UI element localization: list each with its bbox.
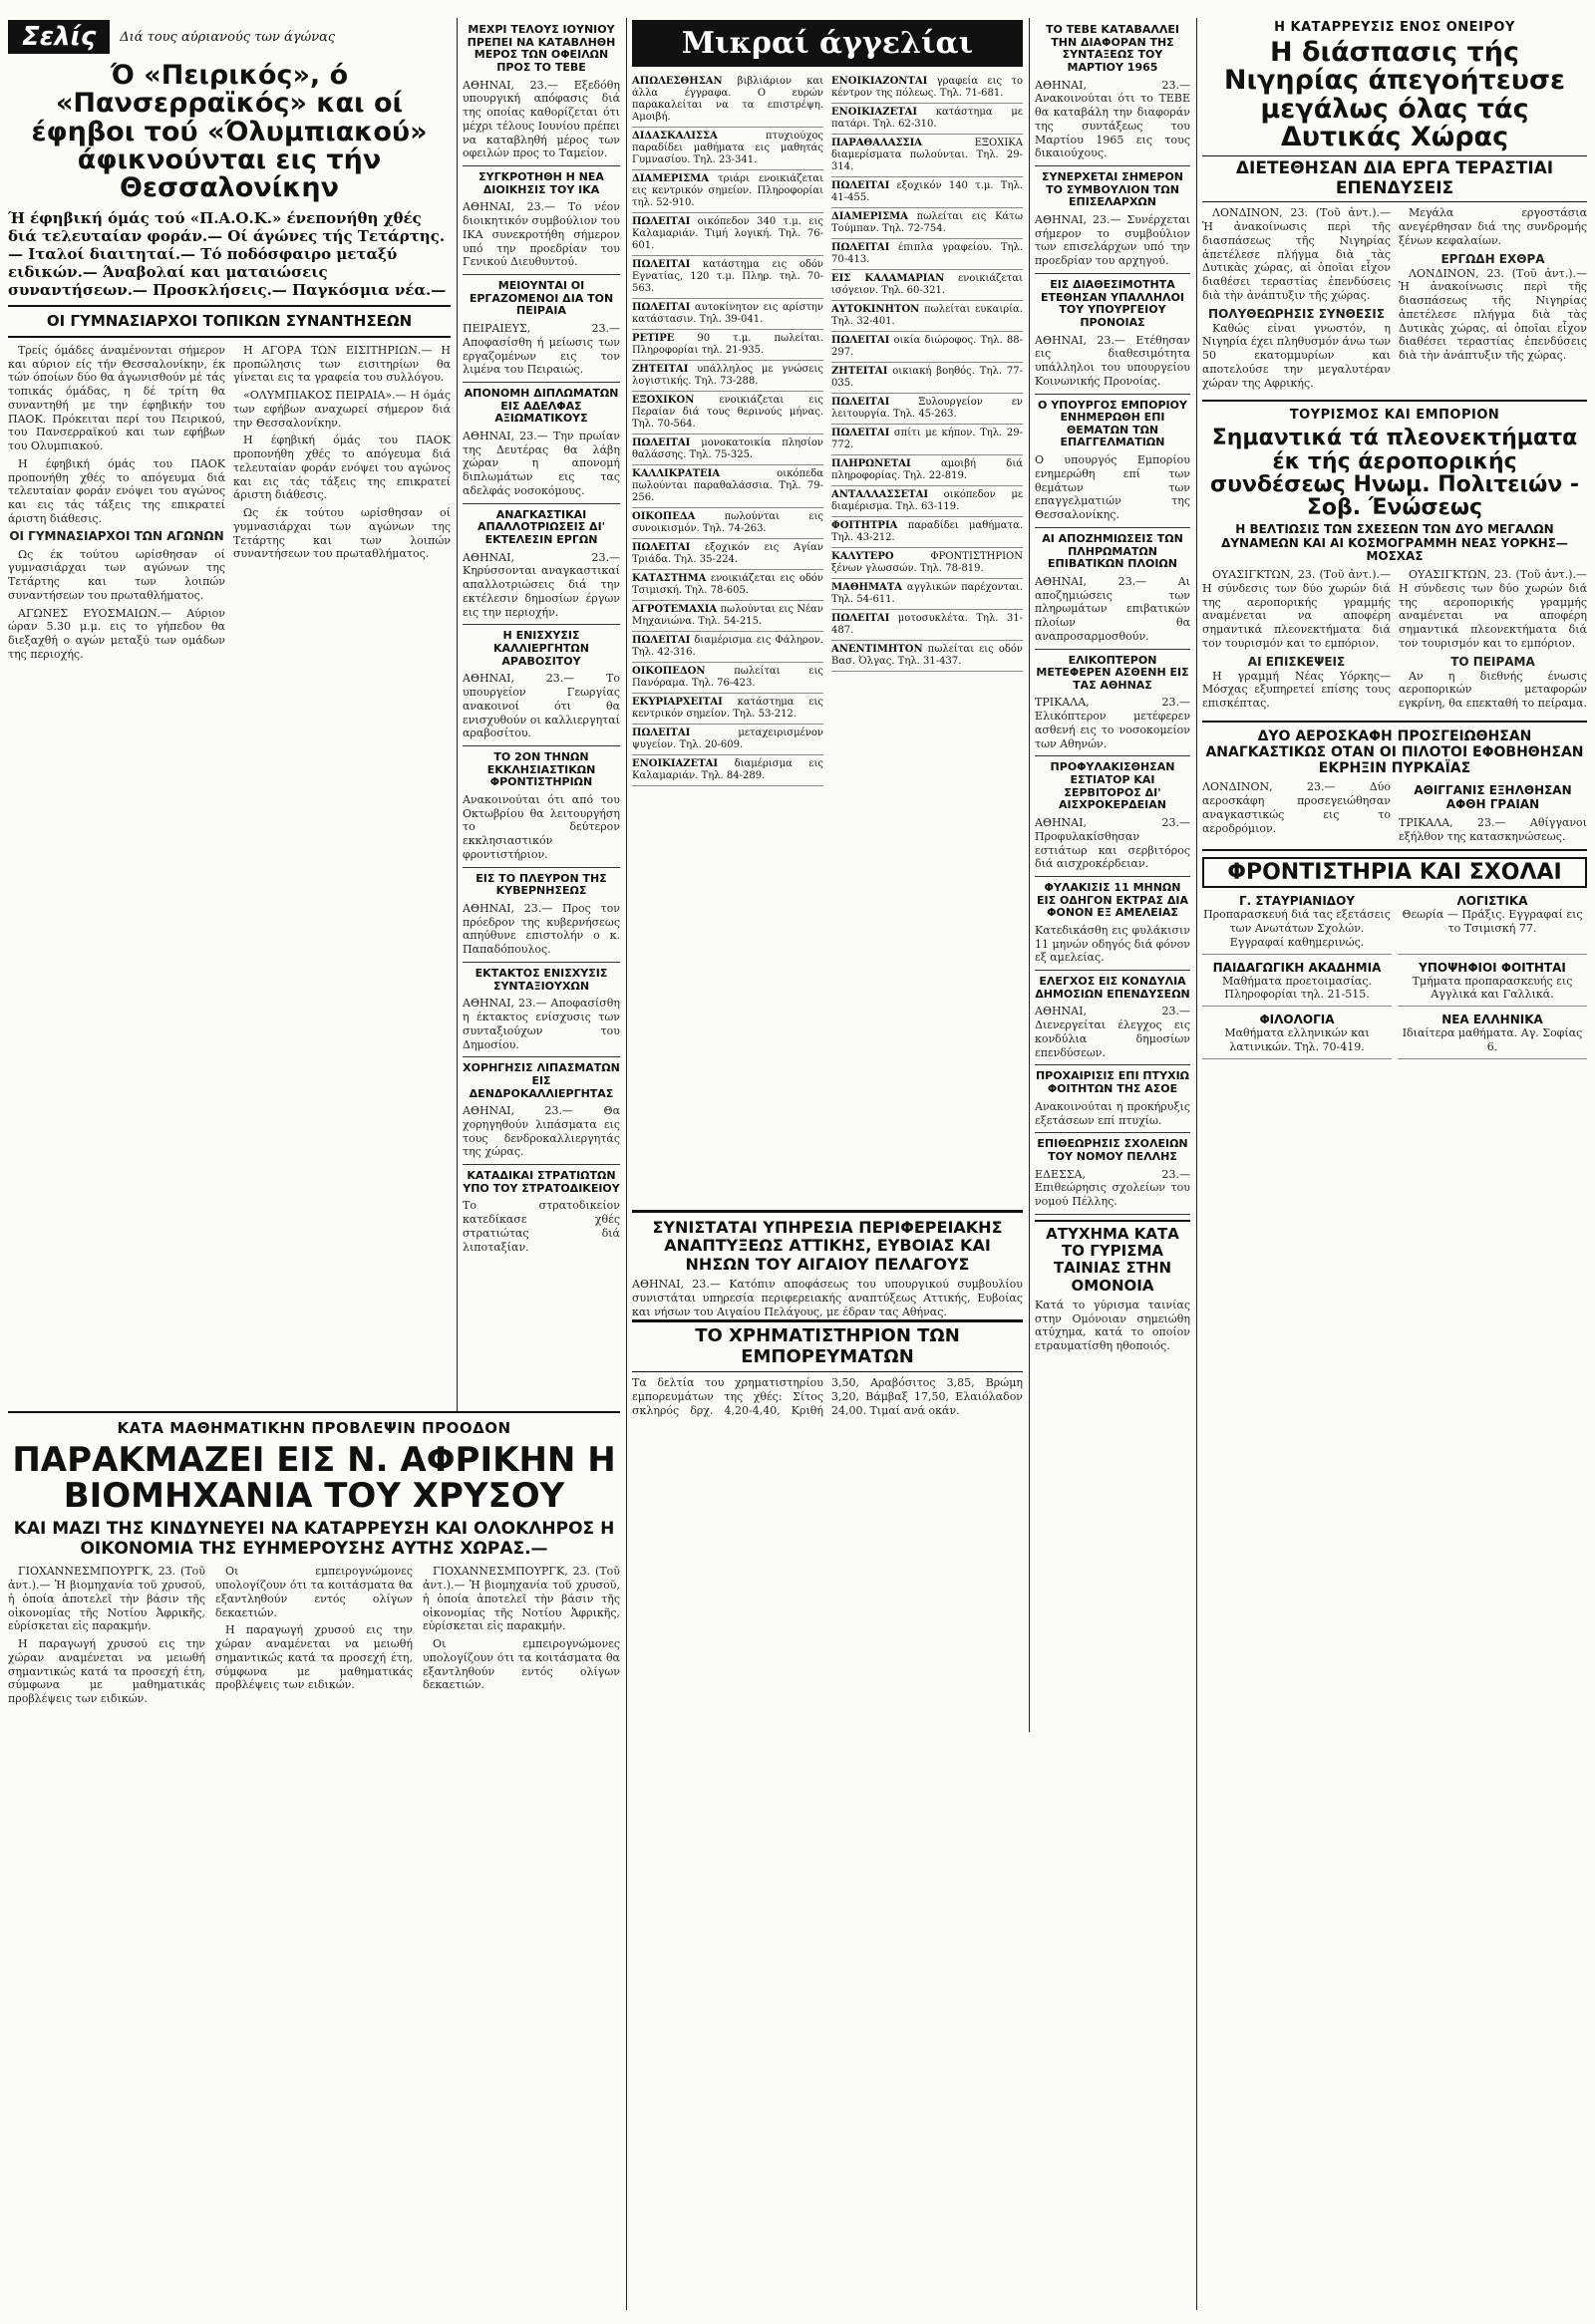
classified-ad-text: κατάστημα εις οδόν Εγνατίας, 120 τ.μ. Πληρ. τηλ. 70-563. [632,259,823,294]
sports-logo-subtitle: Διά τους αύριανούς των άγώνας [120,29,336,45]
classified-ad [831,332,1023,363]
paragraph: ΟΥΑΣΙΓΚΤΩΝ, 23. (Τοῦ ἀντ.).— Η σύνδεσις των δύο χωρών διά της αεροπορικής γραμμής αναμένεται να αποφέρη σημαντικά πλεονεκτήματα διά τον τουρισμόν και το εμπόριον. [1399,568,1587,650]
classifieds-title: Μικραί άγγελίαι [632,20,1023,67]
brief-headline: ΑΙ ΑΠΟΖΗΜΙΩΣΕΙΣ ΤΩΝ ΠΛΗΡΩΜΑΤΩΝ ΕΠΙΒΑΤΙΚΩΝ ΠΛΟΙΩΝ [1042,531,1183,571]
classified-ad-text: αγγλικών παρέχονται. Τηλ. 54-611. [831,582,1023,605]
classified-ad-text: πωλείται εις οδόν Βασ. Όλγας. Τηλ. 31-437. [831,644,1023,667]
classified-ad [831,579,1023,610]
classified-ad-lead: ΦΟΙΤΗΤΡΙΑ [831,520,898,531]
brief-headline: ΜΕΧΡΙ ΤΕΛΟΥΣ ΙΟΥΝΙΟΥ ΠΡΕΠΕΙ ΝΑ ΚΑΤΑΒΛΗΘΗ ΜΕΡΟΣ ΤΩΝ ΟΦΕΙΛΩΝ ΠΡΟΣ ΤΟ ΤΕΒΕ [467,23,616,74]
sports-column [8,20,451,1415]
sports-subhead: ΟΙ ΓΥΜΝΑΣΙΑΡΧΟΙ ΤΟΠΙΚΩΝ ΣΥΝΑΝΤΗΣΕΩΝ [46,311,413,330]
classified-ad-text: Ξυλουργείον εν λειτουργία. Τηλ. 45-263. [831,397,1023,420]
classified-ad-lead: ΠΛΗΡΩΝΕΤΑΙ [831,458,911,469]
classified-ad [632,213,823,256]
paragraph: Αν η διεθνής ένωσις αεροπορικών μεταφορών εγκρίνη, θα επεκταθή το πείραμα. [1399,669,1587,711]
classified-ad-text: ενοικιάζεται εις οδόν Τσιμισκή. Τηλ. 78-605. [632,573,823,596]
regional-development-headline: ΣΥΝΙΣΤΑΤΑΙ ΥΠΗΡΕΣΙΑ ΠΕΡΙΦΕΡΕΙΑΚΗΣ ΑΝΑΠΤΥΞΕΩΣ ΑΤΤΙΚΗΣ, ΕΥΒΟΙΑΣ ΚΑΙ ΝΗΣΩΝ ΤΟΥ ΑΙΓΑΙΟΥ ΠΕΛΑΓΟΥΣ [632,1210,1023,1274]
sports-lead: Ή έφηβική όμάς τού «Π.Α.Ο.Κ.» ένεπονήθη χθές διά τελευταίαν φοράν.— Οί άγώνες τής Τετάρτης.— Ιταλοί διαιτηταί.— Τό ποδόσφαιρο μεταξύ ειδικών.— Άναβολαί και ματαιώσεις συναντήσεων.— Προσκλήσεις.— Παγκόσμια νέα.— [8,208,447,299]
classified-ad-text: γραφεία εις το κέντρον της πόλεως. Τηλ. 71-681. [831,76,1023,99]
brief-text: ΑΘΗΝΑΙ, 23.— Προς τον πρόεδρον της κυβερνήσεως απηύθυνε επιστολήν ο κ. Παπαδόπουλος. [463,901,620,957]
classified-ad-lead: ΑΝΕΝΤΙΜΗΤΟΝ [831,644,923,655]
classified-ad-text: 90 τ.μ. πωλείται. Πληροφορίαι τηλ. 21-935. [632,333,823,356]
gold-headline: ΠΑΡΑΚΜΑΖΕΙ ΕΙΣ Ν. ΑΦΡΙΚΗΝ Η ΒΙΟΜΗΧΑΝΙΑ ΤΟΥ ΧΡΥΣΟΥ [12,1440,616,1516]
sports-headline: Ό «Πειρικός», ό «Πανσερραϊκός» και οί έφηβοι τού «Όλυμπιακού» άφικνούνται εις τήν Θεσσαλονίκην [31,60,428,204]
education-ad-name: ΛΟΓΙΣΤΙΚΑ [1456,894,1528,909]
aircraft-headline: ΔΥΟ ΑΕΡΟΣΚΑΦΗ ΠΡΟΣΓΕΙΩΘΗΣΑΝ ΑΝΑΓΚΑΣΤΙΚΩΣ ΟΤΑΝ ΟΙ ΠΙΛΟΤΟΙ ΕΦΟΒΗΘΗΣΑΝ ΕΚΡΗΞΙΝ ΠΥΡΚΑΪΑΣ [1205,727,1584,777]
sports-text-right [233,344,451,666]
nigeria-deck: ΔΙΕΤΕΘΗΣΑΝ ΔΙΑ ΕΡΓΑ ΤΕΡΑΣΤΙΑΙ ΕΠΕΝΔΥΣΕΙΣ [1202,155,1587,202]
brief-text: Κατεδικάσθη εις φυλάκισιν 11 μηνών οδηγός διά φόνον εξ αμελείας. [1035,923,1190,965]
classified-ad [831,486,1023,517]
education-ad-name: ΦΙΛΟΛΟΓΙΑ [1259,1013,1335,1027]
classified-ad-lead: ΕΞΟΧΙΚΟΝ [632,395,695,406]
column-rule [457,18,458,1413]
education-ad [1398,894,1587,954]
brief-text: Κατά το γύρισμα ταινίας στην Ομόνοιαν σημειώθη ατύχημα, κατά το οποίον ετραυματίσθη ηθοποιός. [1035,1298,1190,1353]
education-ad [1202,894,1392,954]
brief-text: ΠΕΙΡΑΙΕΥΣ, 23.— Αποφασίσθη ή μείωσις των εργαζομένων εις τον λιμένα του Πειραιώς. [463,322,620,377]
classified-ad-text: έπιπλα γραφείου. Τηλ. 70-413. [831,242,1023,265]
classified-ad-lead: ΚΑΛΛΙΚΡΑΤΕΙΑ [632,468,721,479]
paragraph: Ως έκ τούτου ωρίσθησαν οί γυμνασιάρχαι των αγώνων της Τετάρτης και των λοιπών συναντήσεων του πρωταθλήματος. [8,547,225,602]
brief-headline: Η ΕΝΙΣΧΥΣΙΣ ΚΑΛΛΙΕΡΓΗΤΩΝ ΑΡΑΒΟΣΙΤΟΥ [492,629,589,668]
tourism-kicker: ΤΟΥΡΙΣΜΟΣ ΚΑΙ ΕΜΠΟΡΙΟΝ [1289,408,1500,424]
exchange-headline: ΤΟ ΧΡΗΜΑΤΙΣΤΗΡΙΟΝ ΤΩΝ ΕΜΠΟΡΕΥΜΑΤΩΝ [632,1319,1023,1372]
gypsies-headline: ΑΘΙΓΓΑΝΙΣ ΕΞΗΛΘΗΣΑΝ ΑΦΘΗ ΓΡΑΙΑΝ [1414,783,1572,812]
brief-text: ΑΘΗΝΑΙ, 23.— Ετέθησαν εις διαθεσιμότητα υπάλληλοι του υπουργείου Κοινωνικής Προνοίας. [1035,333,1190,388]
classified-ad-text: κατάστημα εις κεντρικόν σημείον. Τηλ. 53-212. [632,697,823,720]
gold-kicker: ΚΑΤΑ ΜΑΘΗΜΑΤΙΚΗΝ ΠΡΟΒΛΕΨΙΝ ΠΡΟΟΔΟΝ [117,1419,511,1437]
classified-ad-text: υπάλληλος με γνώσεις λογιστικής. Τηλ. 73-288. [632,364,823,387]
brief-headline: ΑΝΑΓΚΑΣΤΙΚΑΙ ΑΠΑΛΛΟΤΡΙΩΣΕΙΣ ΔΙ' ΕΚΤΕΛΕΣΙΝ ΕΡΓΩΝ [477,507,606,546]
classified-ad-text: οικόπεδον 340 τ.μ. εις Καλαμαριάν. Τιμή λογική. Τηλ. 76-601. [632,216,823,251]
classified-ad-text: ΦΡΟΝΤΙΣΤΗΡΙΟΝ ξένων γλωσσών. Τηλ. 78-819. [831,551,1023,574]
classified-ad-text: σπίτι με κήπον. Τηλ. 29-772. [831,428,1023,450]
education-ad-text: Τμήματα προπαρασκευής εις Αγγλικά και Γαλλικά. [1412,974,1573,1002]
brief-text: ΑΘΗΝΑΙ, 23.— Το υπουργείον Γεωργίας ανακοινοί ότι θα ενισχυθούν οι καλλιεργηταί αραβοσίτου. [463,672,620,740]
education-ad-name: ΠΑΙΔΑΓΩΓΙΚΗ ΑΚΑΔΗΜΙΑ [1212,960,1382,975]
paragraph: Η παραγωγή χρυσού εις την χώραν αναμένεται να μειωθή σημαντικώς κατά τα προσεχή έτη, σύμφωνα με μαθηματικάς προβλέψεις των ειδικών. [215,1623,413,1692]
classified-ad [632,330,823,361]
classified-ad-lead: ΑΠΩΛΕΣΘΗΣΑΝ [632,76,723,87]
classified-ad [831,73,1023,104]
education-headline: ΦΡΟΝΤΙΣΤΗΡΙΑ ΚΑΙ ΣΧΟΛΑΙ [1202,857,1587,888]
classified-ad-lead: ΡΕΤΙΡΕ [632,333,675,344]
classified-ad-text: οικία διώροφος. Τηλ. 88-297. [831,335,1023,358]
paragraph: Η γραμμή Νέας Υόρκης—Μόσχας εξυπηρετεί επίσης τους επισκέπτας. [1202,669,1391,711]
classified-ad [632,361,823,392]
classified-ad-lead: ΚΑΛΥΤΕΡΟ [831,551,894,562]
exchange-text: Τα δελτία του χρηματιστηρίου εμπορευμάτων της χθές: Σίτος σκληρός δρχ. 4,20-4,40, Κριθή 3,50, Αραβόσιτος 3,85, Βρώμη 3,20, Βάμβαξ 17,50, Ελαιόλαδον 24,00. Τιμαί ανά οκάν. [632,1376,1023,1417]
brief-headline: ΤΟ 2ΟΝ ΤΗΝΩΝ ΕΚΚΛΗΣΙΑΣΤΙΚΩΝ ΦΡΟΝΤΙΣΤΗΡΙΩΝ [486,750,596,789]
education-ad [1398,1013,1587,1059]
classified-ad [831,610,1023,641]
classified-ad [632,755,823,786]
classified-ad-lead: ΠΩΛΕΙΤΑΙ [632,727,691,738]
brief-text: Ανακοινούται η προκήρυξις εξετάσεων επί πτυχίω. [1035,1099,1190,1127]
education-ad-text: Προπαρασκευή διά τας εξετάσεις των Ανωτάτων Σχολών. Εγγραφαί καθημερινώς. [1203,908,1391,949]
classified-ad [831,208,1023,239]
gold-text-third [423,1565,620,1710]
classified-ad-lead: ΑΥΤΟΚΙΝΗΤΟΝ [831,304,920,315]
brief-text: ΑΘΗΝΑΙ, 23.— Θα χορηγηθούν λιπάσματα εις τους δενδροκαλλιεργητάς της χώρας. [463,1104,620,1159]
brief-headline: ΕΛΙΚΟΠΤΕΡΟΝ ΜΕΤΕΦΕΡΕΝ ΑΣΘΕΝΗ ΕΙΣ ΤΑΣ ΑΘΗΝΑΣ [1036,653,1189,692]
brief-headline: ΠΡΟΧΑΙΡΙΣΙΣ ΕΠΙ ΠΤΥΧΙΩ ΦΟΙΤΗΤΩΝ ΤΗΣ ΑΣΟΕ [1035,1069,1190,1096]
tourism-subhead: ΑΙ ΕΠΙΣΚΕΨΕΙΣ [1247,654,1346,669]
gold-story [8,1405,620,2302]
regional-development-box [632,1206,1023,1318]
classified-ad-text: πωλούνται εις Νέαν Μηχανιώνα. Τηλ. 54-215. [632,604,823,627]
classified-ad-text: οικόπεδα πωλούνται παραθαλάσσια. Τηλ. 79-256. [632,468,823,503]
classified-ad-text: οικόπεδον με διαμέρισμα. Τηλ. 63-119. [831,489,1023,512]
classified-ad-lead: ΠΩΛΕΙΤΑΙ [632,437,691,448]
brief-text: ΑΘΗΝΑΙ, 23.— Προφυλακίσθησαν εστιάτωρ και σερβιτόρος διά αισχροκέρδειαν. [1035,816,1190,871]
classified-ad-lead: ΕΝΟΙΚΙΑΖΕΤΑΙ [831,107,918,118]
classified-ad-text: πωλείται ευκαιρία. Τηλ. 32-401. [831,304,1023,327]
classified-ad [831,517,1023,548]
column-rule [626,18,627,2310]
classified-ad-lead: ΠΩΛΕΙΤΑΙ [831,335,890,346]
brief-headline: ΕΙΣ ΤΟ ΠΛΕΥΡΟΝ ΤΗΣ ΚΥΒΕΡΝΗΣΕΩΣ [476,871,607,898]
classified-ad-lead: ΠΩΛΕΙΤΑΙ [632,542,691,553]
classified-ad [831,270,1023,301]
brief-text: Το στρατοδικείον κατεδίκασε χθές στρατιώτας διά λιποταξίαν. [463,1199,620,1254]
classified-ad-text: βιβλιάριον και άλλα έγγραφα. Ο ευρών παρακαλείται να τα επιστρέψη. Αμοιβή. [632,76,823,123]
brief-text: ΑΘΗΝΑΙ, 23.— Διενεργείται έλεγχος εις κονδύλια δημοσίων επενδύσεων. [1035,1005,1190,1059]
education-ad-name: ΥΠΟΨΗΦΙΟΙ ΦΟΙΤΗΤΑΙ [1419,960,1566,975]
paragraph: Η έφηβική όμάς του ΠΑΟΚ προπονήθη χθές το απόγευμα διά τελευταίαν φοράν ενόψει του αγώνος και εις τάς τάξεις της επικρατεί άριστη διάθεσις. [8,456,225,525]
paragraph: Μεγάλα εργοστάσια ανεγέρθησαν διά της συνδρομής ξένων κεφαλαίων. [1399,206,1587,247]
nigeria-kicker: Η ΚΑΤΑΡΡΕΥΣΙΣ ΕΝΟΣ ΟΝΕΙΡΟΥ [1274,20,1515,35]
classified-ad-text: πωλείται εις Πανόραμα. Τηλ. 76-423. [632,666,823,689]
education-ad [1398,961,1587,1008]
education-ad-text: Μαθήματα ελληνικών και λατινικών. Τηλ. 70-419. [1224,1026,1370,1053]
aircraft-text: ΛΟΝΔΙΝΟΝ, 23.— Δύο αεροσκάφη προσεγειώθησαν αναγκαστικώς εις το αεροδρόμιον. [1202,780,1391,835]
education-ad-name: ΝΕΑ ΕΛΛΗΝΙΚΑ [1441,1013,1543,1027]
classifieds-list-right [831,73,1023,786]
gypsies-story [1399,780,1587,843]
classified-ad [632,299,823,330]
paragraph: ΑΓΩΝΕΣ ΕΥΟΣΜΑΙΩΝ.— Αύριον ώραν 5.30 μ.μ. εις το γήπεδον θα διεξαχθή ο αγών μεταξύ των ομάδων της περιοχής. [8,606,225,661]
brief-headline: ΣΥΝΕΡΧΕΤΑΙ ΣΗΜΕΡΟΝ ΤΟ ΣΥΜΒΟΥΛΙΟΝ ΤΩΝ ΕΠΙΣΕΛΑΡΧΩΝ [1042,170,1183,209]
classified-ad-lead: ΔΙΔΑΣΚΑΛΙΣΣΑ [632,131,718,142]
brief-text: ΕΔΕΣΣΑ, 23.— Επιθεώρησις σχολείων του νομού Πέλλης. [1035,1167,1190,1209]
classified-ad-lead: ΟΙΚΟΠΕΔΟΝ [632,666,706,677]
classified-ad-lead: ΕΝΟΙΚΙΑΖΕΤΑΙ [632,758,719,769]
classified-ad-lead: ΔΙΑΜΕΡΙΣΜΑ [632,173,709,184]
classified-ad-text: πωλούνται εις συνοικισμόν. Τηλ. 74-263. [632,511,823,534]
classified-ad [632,392,823,435]
classified-ad-text: εξοχικόν 140 τ.μ. Τηλ. 41-455. [831,180,1023,203]
brief-text: ΑΘΗΝΑΙ, 23.— Εξεδόθη υπουργική απόφασις διά της οποίας καθορίζεται ότι μέχρι τέλους Ιουνίου πρέπει να καταβληθή μέρος των οφειλών προς το Ταμείον. [463,78,620,160]
tourism-headline: Σημαντικά τά πλεονεκτήματα έκ τής άεροπορικής συνδέσεως Ηνωμ. Πολιτειών - Σοβ. Ένώσεως [1209,426,1580,520]
classified-ad [632,663,823,694]
brief-headline: ΕΛΕΓΧΟΣ ΕΙΣ ΚΟΝΔΥΛΙΑ ΔΗΜΟΣΙΩΝ ΕΠΕΝΔΥΣΕΩΝ [1035,975,1190,1001]
classified-ad-text: μεταχειρισμένον ψυγείον. Τηλ. 20-609. [632,727,823,750]
classified-ad [831,177,1023,208]
classified-ad-text: πτυχιούχος παραδίδει μαθήματα εις μαθητάς Γυμνασίου. Τηλ. 23-341. [632,131,823,165]
classified-ad [632,256,823,299]
classified-ad-text: μοτοσυκλέτα. Τηλ. 31-487. [831,613,1023,636]
classified-ad-text: πωλείται εις Κάτω Τούμπαν. Τηλ. 72-754. [831,211,1023,234]
classified-ad-text: διαμέρισμα εις Φάληρον. Τηλ. 42-316. [632,635,823,658]
paragraph: Η παραγωγή χρυσού εις την χώραν αναμένεται να μειωθή σημαντικώς κατά τα προσεχή έτη, σύμφωνα με μαθηματικάς προβλέψεις των ειδικών. [8,1637,205,1706]
nigeria-subhead: ΠΟΛΥΘΕΩΡΗΣΙΣ ΣΥΝΘΕΣΙΣ [1208,306,1385,321]
classifieds-column [632,20,1023,1196]
classified-ad-text: ενοικιάζεται ισόγειον. Τηλ. 60-321. [831,273,1023,296]
brief-text: ΑΘΗΝΑΙ, 23.— Συνέρχεται σήμερον το συμβούλιον των επισελάρχων υπό την προεδρίαν του αρχηγού. [1035,212,1190,268]
classified-ad [831,104,1023,135]
classified-ad [831,363,1023,394]
nigeria-headline: Η διάσπασις τής Νιγηρίας άπεγοήτευσε μεγάλως όλας τάς Δυτικάς Χώρας [1223,37,1566,153]
classified-ad-lead: ΠΩΛΕΙΤΑΙ [632,302,691,313]
classified-ad-text: μονοκατοικία πλησίον θαλάσσης. Τηλ. 75-325. [632,437,823,460]
classified-ad-lead: ΠΩΛΕΙΤΑΙ [831,397,890,408]
classified-ad [632,508,823,539]
classified-ad [632,73,823,128]
classified-ad [831,455,1023,486]
exchange-box [632,1315,1023,1418]
education-ad-text: Θεωρία — Πράξις. Εγγραφαί εις το Τσιμισκή 77. [1402,908,1583,936]
tourism-deck: Η ΒΕΛΤΙΩΣΙΣ ΤΩΝ ΣΧΕΣΕΩΝ ΤΩΝ ΔΥΟ ΜΕΓΑΛΩΝ ΔΥΝΑΜΕΩΝ ΚΑΙ ΑΙ ΚΟΣΜΟΓΡΑΜΜΗ ΝΕΑΣ ΥΟΡΚΗΣ—ΜΟΣΧΑΣ [1221,521,1568,564]
regional-development-text: ΑΘΗΝΑΙ, 23.— Κατόπιν αποφάσεως του υπουργικού συμβουλίου συνιστάται υπηρεσία περιφερειακής αναπτύξεως Αττικής, Ευβοίας και νήσων του Αιγαίου Πελάγους, με έδραν τας Αθήνας. [632,1278,1023,1318]
classified-ad-lead: ΠΩΛΕΙΤΑΙ [831,428,890,438]
education-ad-name: Γ. ΣΤΑΥΡΙΑΝΙΔΟΥ [1239,894,1355,909]
brief-text: ΑΘΗΝΑΙ, 23.— Κηρύσσονται αναγκαστικαί απαλλοτριώσεις διά την εκτέλεσιν δημοσίων έργων εις την περιοχήν. [463,550,620,619]
classified-ad-text: ΕΞΟΧΙΚΑ διαμερίσματα πωλούνται. Τηλ. 29-314. [831,138,1023,172]
gypsies-text: ΤΡΙΚΑΛΑ, 23.— Αθίγγανοι εξήλθον της κατασκηνώσεως. [1399,815,1587,843]
paragraph: Καθώς είναι γνωστόν, η Νιγηρία έχει πληθυσμόν άνω των 50 εκατομμυρίων και αποτελούσε την μεγαλυτέραν χώραν της Αφρικής. [1202,321,1391,390]
classified-ad-lead: ΑΓΡΟΤΕΜΑΧΙΑ [632,604,718,615]
international-column [1202,20,1587,2312]
classified-ad [632,465,823,508]
classified-ad-lead: ΚΑΤΑΣΤΗΜΑ [632,573,707,584]
classified-ad-text: αυτοκίνητον εις αρίστην κατάστασιν. Τηλ. 39-041. [632,302,823,325]
classified-ad [831,135,1023,177]
classified-ad [831,394,1023,425]
paragraph: Η ΑΓΟΡΑ ΤΩΝ ΕΙΣΙΤΗΡΙΩΝ.— Η προπώλησις των εισιτηρίων θα γίνεται εις τα γραφεία του συλλόγου. [233,343,451,385]
sports-logo: Σελίς [8,20,110,54]
sports-text-left [8,344,225,666]
brief-headline: ΑΤΥΧΗΜΑ ΚΑΤΑ ΤΟ ΓΥΡΙΣΜΑ ΤΑΙΝΙΑΣ ΣΤΗΝ ΟΜΟΝΟΙΑ [1035,1220,1190,1295]
sports-subhead: ΟΙ ΓΥΜΝΑΣΙΑΡΧΟΙ ΤΩΝ ΑΓΩΝΩΝ [9,528,224,543]
classified-ad-lead: ΠΩΛΕΙΤΑΙ [831,613,890,624]
tourism-text-right [1399,568,1587,715]
brief-headline: Ο ΥΠΟΥΡΓΟΣ ΕΜΠΟΡΙΟΥ ΕΝΗΜΕΡΩΘΗ ΕΠΙ ΘΕΜΑΤΩΝ ΤΩΝ ΕΠΑΓΓΕΛΜΑΤΙΩΝ [1038,398,1187,449]
classified-ad-lead: ΟΙΚΟΠΕΔΑ [632,511,696,522]
classified-ad [831,425,1023,455]
classified-ad [632,694,823,725]
paragraph: Ως έκ τούτου ωρίσθησαν οί γυμνασιάρχαι των αγώνων της Τετάρτης και των λοιπών συναντήσεων του πρωταθλήματος. [233,506,451,561]
brief-headline: ΕΠΙΘΕΩΡΗΣΙΣ ΣΧΟΛΕΙΩΝ ΤΟΥ ΝΟΜΟΥ ΠΕΛΛΗΣ [1037,1137,1188,1163]
brief-headline: ΑΠΟΝΟΜΗ ΔΙΠΛΩΜΑΤΩΝ ΕΙΣ ΑΔΕΛΦΑΣ ΑΞΙΩΜΑΤΙΚΟΥΣ [464,387,619,426]
classified-ad-lead: ΔΙΑΜΕΡΙΣΜΑ [831,211,908,222]
classified-ad [831,239,1023,270]
paragraph: ΛΟΝΔΙΝΟΝ, 23. (Τοῦ ἀντ.).— Ἡ ἀνακοίνωσις περὶ τῆς διασπάσεως τῆς Νιγηρίας ἀπετέλεσε πλήγμα διὰ τὰς Δυτικὰς χώρας, αἱ ὁποῖαι εἶχον διαθέσει τεραστίας ἐπενδύσεις διὰ τὴν ἀνάπτυξιν τῆς χώρας. [1202,206,1391,302]
classified-ad-text: εξοχικόν εις Αγίαν Τριάδα. Τηλ. 35-224. [632,542,823,565]
brief-headline: ΤΟ ΤΕΒΕ ΚΑΤΑΒΑΛΛΕΙ ΤΗΝ ΔΙΑΦΟΡΑΝ ΤΗΣ ΣΥΝΤΑΞΕΩΣ ΤΟΥ ΜΑΡΤΙΟΥ 1965 [1045,23,1179,74]
gold-text-right [215,1565,413,1710]
classified-ad-lead: ΑΝΤΑΛΛΑΣΣΕΤΑΙ [831,489,929,500]
nigeria-text-right [1399,206,1587,394]
tourism-subhead: ΤΟ ΠΕΙΡΑΜΑ [1450,654,1535,669]
classified-ad-text: τριάρι ενοικιάζεται εις κεντρικόν σημείον. Πληροφορίαι τηλ. 52-910. [632,173,823,208]
brief-headline: ΠΡΟΦΥΛΑΚΙΣΘΗΣΑΝ ΕΣΤΙΑΤΟΡ ΚΑΙ ΣΕΡΒΙΤΟΡΟΣ ΔΙ' ΑΙΣΧΡΟΚΕΡΔΕΙΑΝ [1050,760,1175,812]
classified-ad-lead: ΕΚΥΡΙΑΡΧΕΙΤΑΙ [632,697,723,708]
classified-ad-lead: ΖΗΤΕΙΤΑΙ [831,366,888,377]
gold-text-left [8,1565,205,1710]
classified-ad-lead: ΜΑΘΗΜΑΤΑ [831,582,903,593]
paragraph: ΛΟΝΔΙΝΟΝ, 23. (Τοῦ ἀντ.).— Ἡ ἀνακοίνωσις περὶ τῆς διασπάσεως τῆς Νιγηρίας ἀπετέλεσε πλήγμα διὰ τὰς Δυτικὰς χώρας, αἱ ὁποῖαι εἶχον διαθέσει τεραστίας ἐπενδύσεις διὰ τὴν ἀνάπτυξιν τῆς χώρας. [1399,266,1587,363]
brief-text: ΑΘΗΝΑΙ, 23.— Ανακοινούται ότι το ΤΕΒΕ θα καταβάλη την διαφοράν της συντάξεως του Μαρτίου 1965 εις τους δικαιούχους. [1035,78,1190,160]
brief-headline: ΕΚΤΑΚΤΟΣ ΕΝΙΣΧΥΣΙΣ ΣΥΝΤΑΞΙΟΥΧΩΝ [475,966,608,993]
classified-ad-lead: ΕΝΟΙΚΙΑΖΟΝΤΑΙ [831,76,928,87]
paragraph: ΟΥΑΣΙΓΚΤΩΝ, 23. (Τοῦ ἀντ.).— Η σύνδεσις των δύο χωρών διά της αεροπορικής γραμμής αναμένεται να αποφέρη σημαντικά πλεονεκτήματα διά τον τουρισμόν και το εμπόριον. [1202,568,1391,650]
classified-ad-lead: ΖΗΤΕΙΤΑΙ [632,364,689,375]
brief-headline: ΕΙΣ ΔΙΑΘΕΣΙΜΟΤΗΤΑ ΕΤΕΘΗΣΑΝ ΥΠΑΛΛΗΛΟΙ ΤΟΥ ΥΠΟΥΡΓΕΙΟΥ ΠΡΟΝΟΙΑΣ [1040,277,1185,329]
classified-ad [632,570,823,601]
paragraph: Οι εμπειρογνώμονες υπολογίζουν ότι τα κοιτάσματα θα εξαντληθούν εντός ολίγων δεκαετιών. [423,1637,620,1692]
classified-ad [632,539,823,570]
classified-ad [831,301,1023,332]
gold-deck: ΚΑΙ ΜΑΖΙ ΤΗΣ ΚΙΝΔΥΝΕΥΕΙ ΝΑ ΚΑΤΑΡΡΕΥΣΗ ΚΑΙ ΟΛΟΚΛΗΡΟΣ Η ΟΙΚΟΝΟΜΙΑ ΤΗΣ ΕΥΗΜΕΡΟΥΣΗΣ ΑΥΤΗΣ ΧΩΡΑΣ.— [13,1519,615,1559]
brief-text: ΑΘΗΝΑΙ, 23.— Την πρωίαν της Δευτέρας θα λάβη χώραν η απονομή διπλωμάτων εις τας αδελφάς νοσοκόμους. [463,429,620,497]
paragraph: Η έφηβική όμάς του ΠΑΟΚ προπονήθη χθές το απόγευμα διά τελευταίαν φοράν ενόψει του αγώνος και εις τάς τάξεις της επικρατεί άριστη διάθεσις. [233,434,451,502]
classified-ad [831,548,1023,579]
education-ads [1202,894,1587,1058]
classified-ad [632,725,823,755]
classified-ad [632,601,823,632]
classified-ad-lead: ΠΩΛΕΙΤΑΙ [632,259,691,270]
paragraph: Οι εμπειρογνώμονες υπολογίζουν ότι τα κοιτάσματα θα εξαντληθούν εντός ολίγων δεκαετιών. [215,1565,413,1619]
classified-ad [831,641,1023,672]
brief-text: ΑΘΗΝΑΙ, 23.— Το νέον διοικητικόν συμβούλιον του ΙΚΑ συνεκροτήθη σήμερον υπό την προεδρίαν του Γενικού Διευθυντού. [463,200,620,269]
briefs-column-2 [1035,20,1190,1754]
paragraph: «ΟΛΥΜΠΙΑΚΟΣ ΠΕΙΡΑΙΑ».— Η όμάς των εφήβων αναχωρεί σήμερον διά την Θεσσαλονίκην. [233,389,451,430]
brief-text: Ανακοινούται ότι από του Οκτωβρίου θα λειτουργήση το δεύτερον εκκλησιαστικόν φροντιστήριον. [463,792,620,861]
classified-ad-text: διαμέρισμα εις Καλαμαριάν. Τηλ. 84-289. [632,758,823,781]
classified-ad [632,632,823,663]
classified-ad-lead: ΠΩΛΕΙΤΑΙ [632,635,691,646]
classified-ad-lead: ΠΑΡΑΘΑΛΑΣΣΙΑ [831,138,923,148]
brief-headline: ΦΥΛΑΚΙΣΙΣ 11 ΜΗΝΩΝ ΕΙΣ ΟΔΗΓΟΝ ΕΚΤΡΑΣ ΔΙΑ ΦΟΝΟΝ ΕΞ ΑΜΕΛΕΙΑΣ [1037,881,1188,920]
brief-headline: ΧΟΡΗΓΗΣΙΣ ΛΙΠΑΣΜΑΤΩΝ ΕΙΣ ΔΕΝΔΡΟΚΑΛΛΙΕΡΓΗΤΑΣ [463,1061,620,1100]
classified-ad-text: αμοιβή διά πληροφορίας. Τηλ. 22-819. [831,458,1023,481]
brief-text: ΤΡΙΚΑΛΑ, 23.— Ελικόπτερον μετέφερεν ασθενή εις το νοσοκομείον των Αθηνών. [1035,696,1190,750]
education-ad [1202,1013,1392,1059]
column-rule [1029,18,1030,1732]
education-ad-text: Ιδιαίτερα μαθήματα. Αγ. Σοφίας 6. [1402,1026,1583,1053]
paragraph: Τρείς όμάδες άναμένονται σήμερον και αύριον είς τήν Θεσσαλονίκην, έκ τών όποίων δύο θα άγωνισθούν μέ τάς τοπικάς όμάδας, η δέ τρίτη θα συναντηθή με την έφηβικήν του ΠΑΟΚ. Πρόκειται περί του Πειρικού, του Πανσερραϊκού και των εφήβων του Ολυμπιακού. [8,343,225,453]
tourism-text-left [1202,568,1391,715]
brief-headline: ΜΕΙΟΥΝΤΑΙ ΟΙ ΕΡΓΑΖΟΜΕΝΟΙ ΔΙΑ ΤΟΝ ΠΕΙΡΑΙΑ [469,279,614,318]
classified-ad-text: κατάστημα με πατάρι. Τηλ. 62-310. [831,107,1023,130]
classified-ad [632,435,823,465]
classified-ad-lead: ΠΩΛΕΙΤΑΙ [831,180,890,191]
classified-ad-lead: ΠΩΛΕΙΤΑΙ [831,242,890,253]
nigeria-subhead: ΕΡΓΩΔΗ ΕΧΘΡΑ [1440,251,1545,266]
column-rule [1196,18,1197,2310]
paragraph: ΓΙΟΧΑΝΝΕΣΜΠΟΥΡΓΚ, 23. (Τοῦ ἀντ.).— Ἡ βιομηχανία τοῦ χρυσοῦ, ἡ ὁποία ἀποτελεῖ τὴν βάσιν τῆς οἰκονομίας τῆς Νοτίου Ἀφρικῆς, εὑρίσκεται εἰς παρακμήν. [8,1565,205,1633]
classified-ad [632,128,823,170]
paragraph: ΓΙΟΧΑΝΝΕΣΜΠΟΥΡΓΚ, 23. (Τοῦ ἀντ.).— Ἡ βιομηχανία τοῦ χρυσοῦ, ἡ ὁποία ἀποτελεῖ τὴν βάσιν τῆς οἰκονομίας τῆς Νοτίου Ἀφρικῆς, εὑρίσκεται εἰς παρακμήν. [423,1565,620,1633]
nigeria-text-left [1202,206,1391,394]
brief-text: ΑΘΗΝΑΙ, 23.— Αποφασίσθη η έκτακτος ενίσχυσις των συνταξιούχων του Δημοσίου. [463,997,620,1051]
brief-headline: ΣΥΓΚΡΟΤΗΘΗ Η ΝΕΑ ΔΙΟΙΚΗΣΙΣ ΤΟΥ ΙΚΑ [478,170,604,196]
classified-ad-text: παραδίδει μαθήματα. Τηλ. 43-212. [831,520,1023,543]
education-ad-text: Μαθήματα προετοιμασίας. Πληροφορίαι τηλ. 21-515. [1221,974,1372,1002]
classified-ad-text: οικιακή βοηθός. Τηλ. 77-035. [831,366,1023,389]
classified-ad-lead: ΠΩΛΕΙΤΑΙ [632,216,691,227]
brief-text: Ο υπουργός Εμπορίου ενημερώθη επί των θεμάτων των επαγγελματιών της Θεσσαλονίκης. [1035,453,1190,522]
education-ad [1202,961,1392,1008]
brief-headline: ΚΑΤΑΔΙΚΑΙ ΣΤΡΑΤΙΩΤΩΝ ΥΠΟ ΤΟΥ ΣΤΡΑΤΟΔΙΚΕΙΟΥ [463,1169,620,1195]
brief-text: ΑΘΗΝΑΙ, 23.— Αι αποζημιώσεις των πληρωμάτων επιβατικών πλοίων θα αναπροσαρμοσθούν. [1035,574,1190,643]
classified-ad-lead: ΕΙΣ ΚΑΛΑΜΑΡΙΑΝ [831,273,945,284]
classified-ad [632,170,823,213]
classified-ad-text: ενοικιάζεται εις Περαίαν διά τους θερινούς μήνας. Τηλ. 70-564. [632,395,823,430]
classifieds-list-left [632,73,823,786]
